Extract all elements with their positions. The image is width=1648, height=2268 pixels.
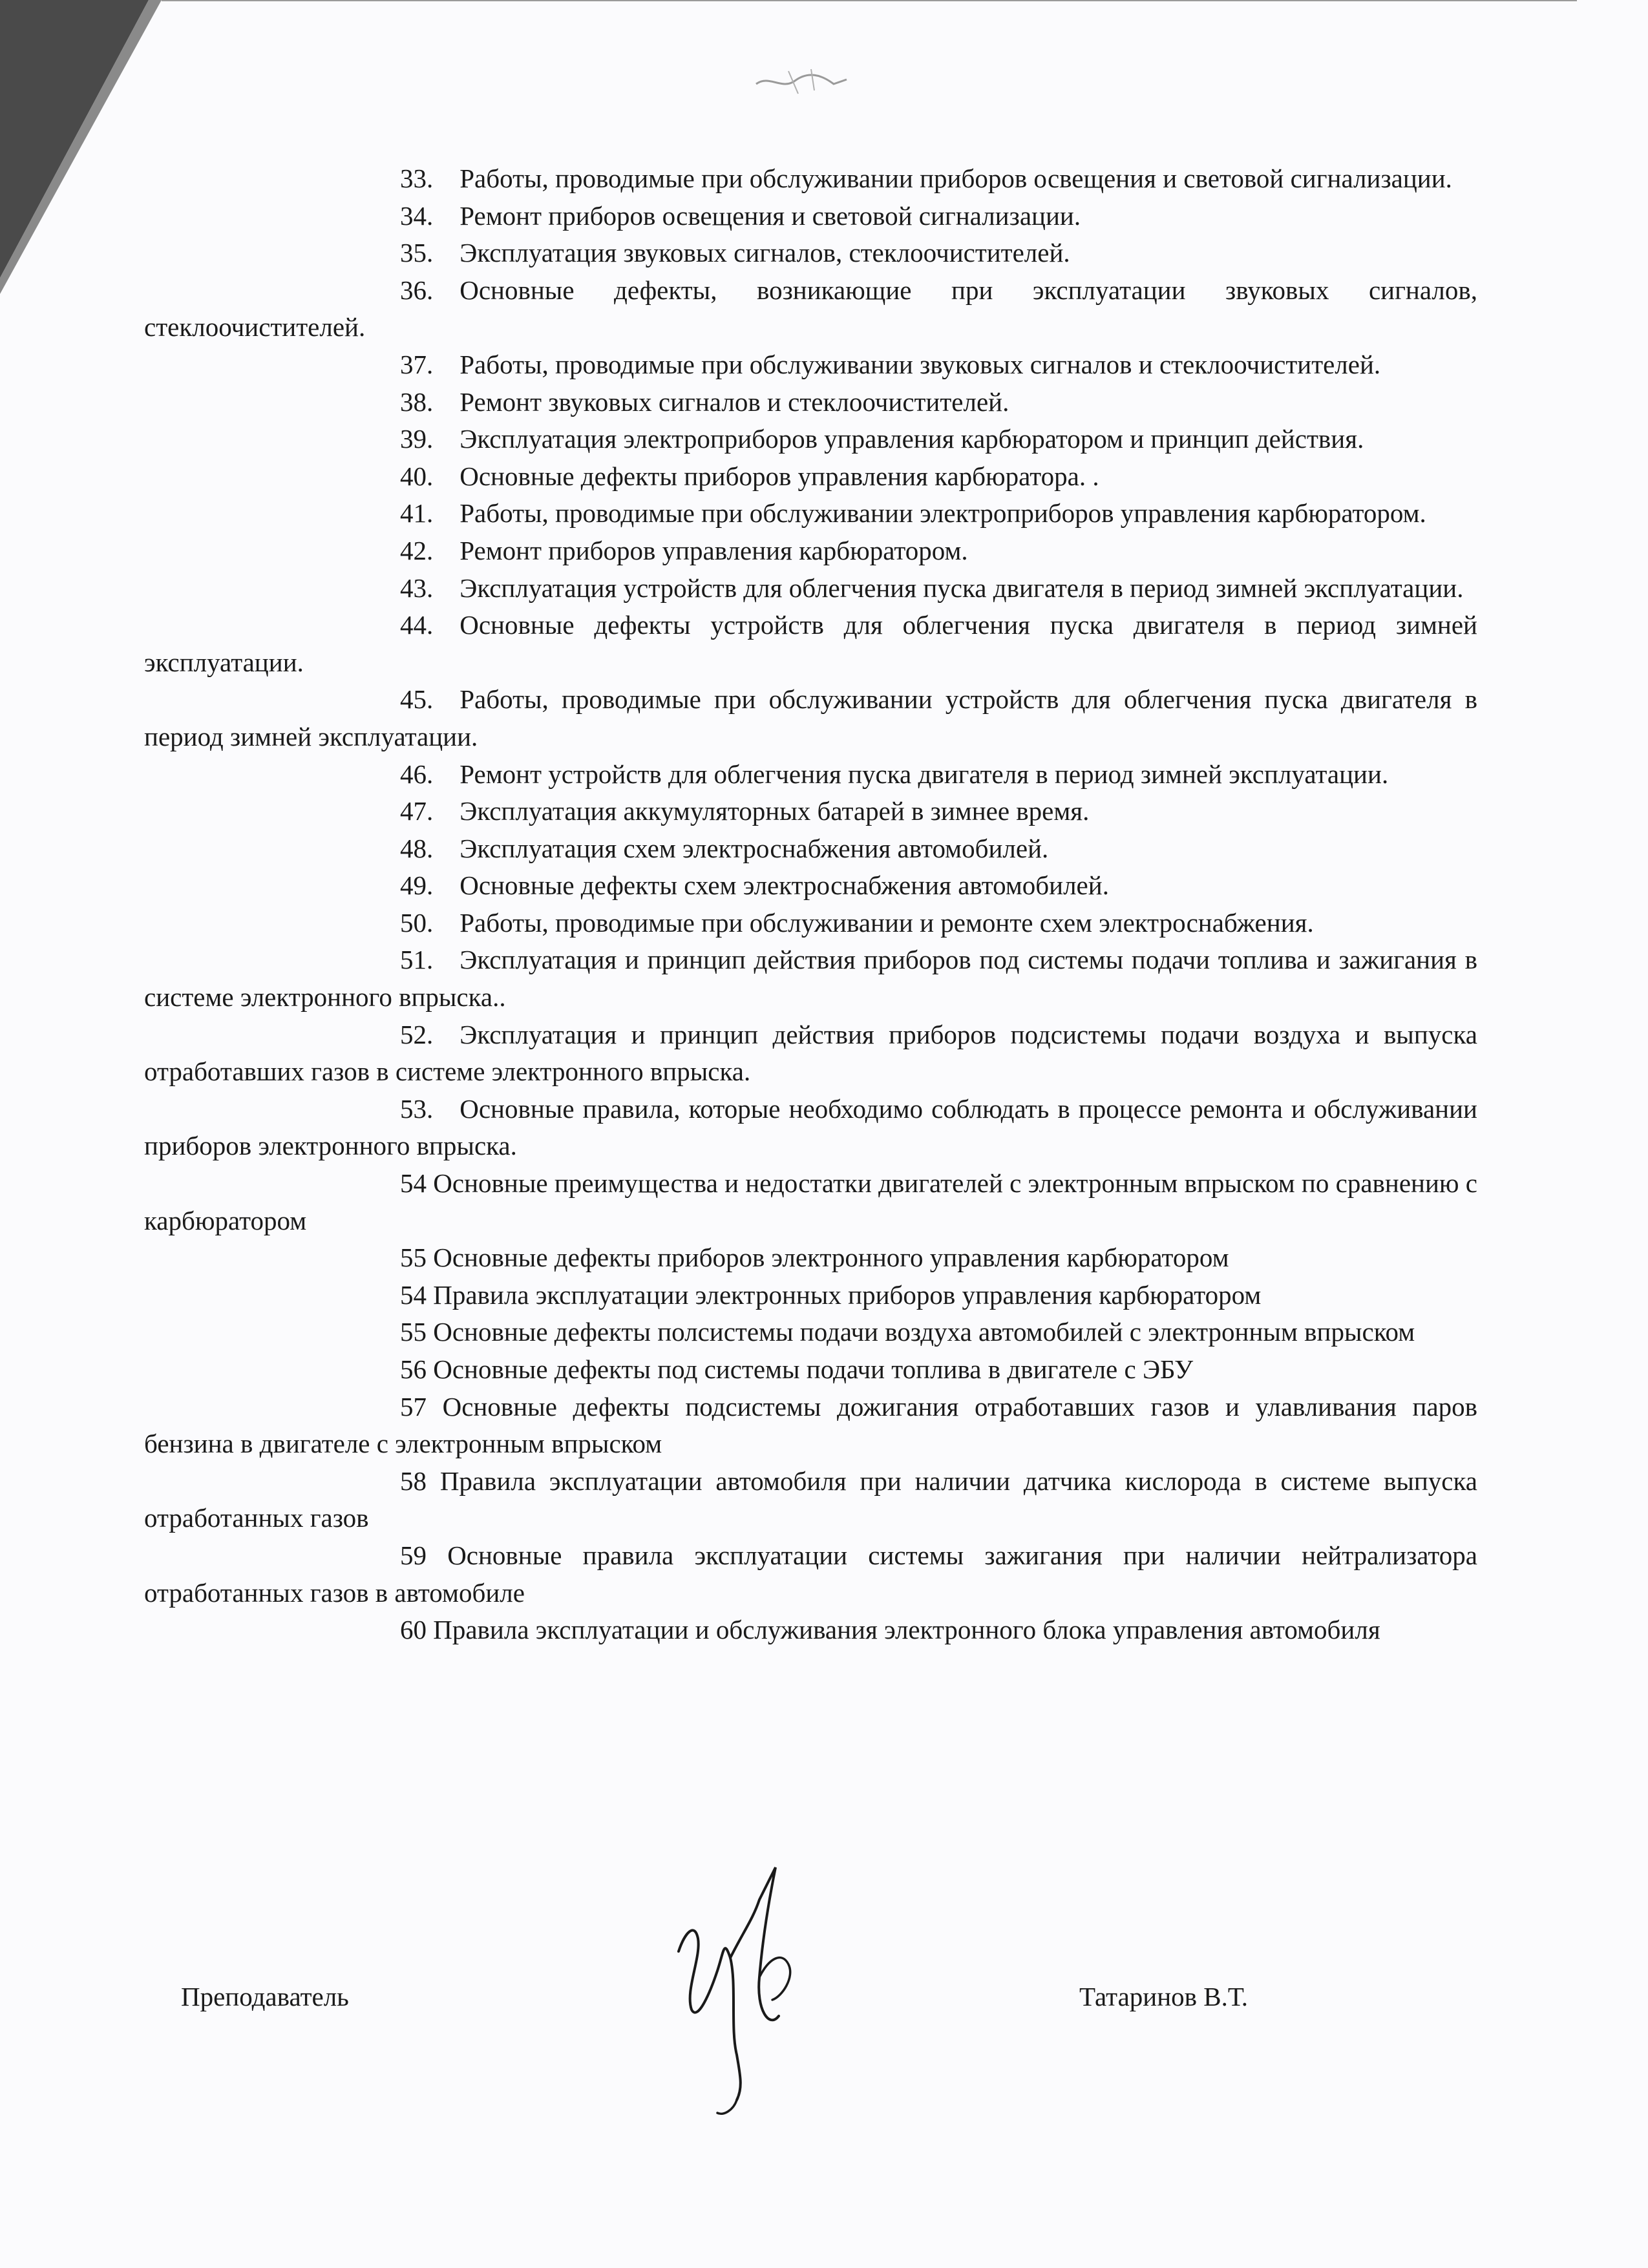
question-text: Основные дефекты схем электроснабжения автомобилей.	[460, 870, 1109, 901]
question-text: Основные дефекты полсистемы подачи воздуха автомобилей с электронным впрыском	[433, 1317, 1415, 1347]
question-number: 34.	[400, 200, 434, 231]
question-text: Ремонт приборов управления карбюратором.	[460, 535, 968, 565]
question-text: Работы, проводимые при обслуживании звуковых сигналов и стеклоочистителей.	[460, 349, 1381, 379]
question-item	[144, 941, 1477, 1016]
question-number: 45.	[400, 684, 434, 715]
question-number: 40.	[400, 461, 434, 491]
question-number: 59	[400, 1540, 427, 1570]
question-item	[144, 1612, 1477, 1649]
question-item	[144, 272, 1477, 346]
question-item	[144, 1351, 1477, 1389]
question-number: 37.	[400, 349, 434, 379]
question-item	[144, 384, 1477, 421]
question-item	[144, 421, 1477, 458]
question-text: Эксплуатация и принцип действия приборов под системы подачи топлива и зажигания в системе электронного впрыска..	[144, 945, 1477, 1013]
question-number: 54	[400, 1168, 427, 1199]
question-text: Работы, проводимые при обслуживании и ремонте схем электроснабжения.	[460, 907, 1314, 938]
question-number: 50.	[400, 907, 434, 938]
question-item	[144, 681, 1477, 755]
question-number: 54	[400, 1279, 427, 1310]
question-number: 53.	[400, 1093, 434, 1124]
question-number: 36.	[400, 275, 434, 305]
question-item	[144, 1165, 1477, 1239]
question-item	[144, 160, 1477, 198]
question-text: Работы, проводимые при обслуживании устройств для облегчения пуска двигателя в период зимней эксплуатации.	[144, 684, 1477, 751]
question-text: Основные дефекты под системы подачи топлива в двигателе с ЭБУ	[433, 1354, 1194, 1384]
question-number: 43.	[400, 572, 434, 603]
question-number: 39.	[400, 424, 434, 454]
question-item	[144, 198, 1477, 235]
question-item	[144, 867, 1477, 905]
question-text: Правила эксплуатации и обслуживания электронного блока управления автомобиля	[433, 1615, 1380, 1645]
question-text: Правила эксплуатации электронных приборов управления карбюратором	[433, 1279, 1262, 1310]
signer-name: Татаринов В.Т.	[1079, 1982, 1249, 2011]
question-number: 55	[400, 1243, 427, 1273]
question-number: 46.	[400, 759, 434, 789]
question-text: Ремонт звуковых сигналов и стеклоочистителей.	[460, 386, 1009, 417]
question-text: Основные дефекты приборов электронного управления карбюратором	[433, 1243, 1229, 1273]
question-item	[144, 607, 1477, 681]
question-text: Эксплуатация аккумуляторных батарей в зимнее время.	[460, 796, 1090, 826]
question-number: 35.	[400, 238, 434, 268]
question-item	[144, 1277, 1477, 1314]
question-text: Правила эксплуатации автомобиля при наличии датчика кислорода в системе выпуска отработанных газов	[144, 1465, 1477, 1533]
question-number: 38.	[400, 386, 434, 417]
question-number: 51.	[400, 945, 434, 975]
signer-role: Преподаватель	[181, 1982, 349, 2011]
question-text: Основные дефекты приборов управления карбюратора. .	[460, 461, 1099, 491]
question-text: Основные правила эксплуатации системы зажигания при наличии нейтрализатора отработанных газов в автомобиле	[144, 1540, 1477, 1608]
question-item	[144, 1016, 1477, 1091]
question-item	[144, 1239, 1477, 1277]
question-text: Основные преимущества и недостатки двигателей с электронным впрыском по сравнению с карбюратором	[144, 1168, 1478, 1235]
question-number: 33.	[400, 163, 434, 193]
question-number: 49.	[400, 870, 434, 901]
exam-question-list	[144, 160, 1477, 1649]
question-number: 55	[400, 1317, 427, 1347]
question-text: Эксплуатация электроприборов управления карбюратором и принцип действия.	[460, 424, 1364, 454]
question-item	[144, 1463, 1477, 1537]
question-text: Эксплуатация и принцип действия приборов подсистемы подачи воздуха и выпуска отработавших газов в системе электронного впрыска.	[144, 1019, 1477, 1087]
faint-scribble-mark	[750, 61, 853, 100]
question-number: 47.	[400, 796, 434, 826]
question-item	[144, 1389, 1477, 1463]
question-text: Работы, проводимые при обслуживании приборов освещения и световой сигнализации.	[460, 163, 1452, 193]
question-number: 57	[400, 1391, 427, 1422]
question-item	[144, 235, 1477, 272]
question-number: 44.	[400, 610, 434, 640]
question-item	[144, 793, 1477, 830]
question-item	[144, 532, 1477, 570]
question-item	[144, 1537, 1477, 1612]
question-item	[144, 346, 1477, 384]
question-text: Основные дефекты, возникающие при эксплуатации звуковых сигналов, стеклоочистителей.	[144, 275, 1477, 342]
question-text: Основные дефекты подсистемы дожигания отработавших газов и улавливания паров бензина в двигателе с электронным впрыском	[144, 1391, 1477, 1459]
question-text: Работы, проводимые при обслуживании электроприборов управления карбюратором.	[460, 498, 1426, 529]
question-number: 41.	[400, 498, 434, 529]
question-number: 42.	[400, 535, 434, 565]
signature-line	[144, 1977, 1477, 2016]
question-text: Основные дефекты устройств для облегчения пуска двигателя в период зимней эксплуатации.	[144, 610, 1477, 677]
question-item	[144, 830, 1477, 868]
question-text: Эксплуатация устройств для облегчения пуска двигателя в период зимней эксплуатации.	[460, 572, 1464, 603]
question-item	[144, 905, 1477, 942]
question-item	[144, 495, 1477, 532]
question-item	[144, 1091, 1477, 1165]
question-item	[144, 458, 1477, 496]
question-text: Основные правила, которые необходимо соблюдать в процессе ремонта и обслуживании приборов электронного впрыска.	[144, 1093, 1477, 1161]
question-text: Ремонт приборов освещения и световой сигнализации.	[460, 200, 1081, 231]
question-number: 60	[400, 1615, 427, 1645]
question-item	[144, 1314, 1477, 1351]
question-number: 52.	[400, 1019, 434, 1049]
question-text: Ремонт устройств для облегчения пуска двигателя в период зимней эксплуатации.	[460, 759, 1389, 789]
question-item	[144, 570, 1477, 607]
question-text: Эксплуатация звуковых сигналов, стеклоочистителей.	[460, 238, 1070, 268]
question-number: 58	[400, 1465, 427, 1496]
question-number: 56	[400, 1354, 427, 1384]
question-item	[144, 756, 1477, 793]
question-number: 48.	[400, 833, 434, 863]
question-text: Эксплуатация схем электроснабжения автомобилей.	[460, 833, 1049, 863]
